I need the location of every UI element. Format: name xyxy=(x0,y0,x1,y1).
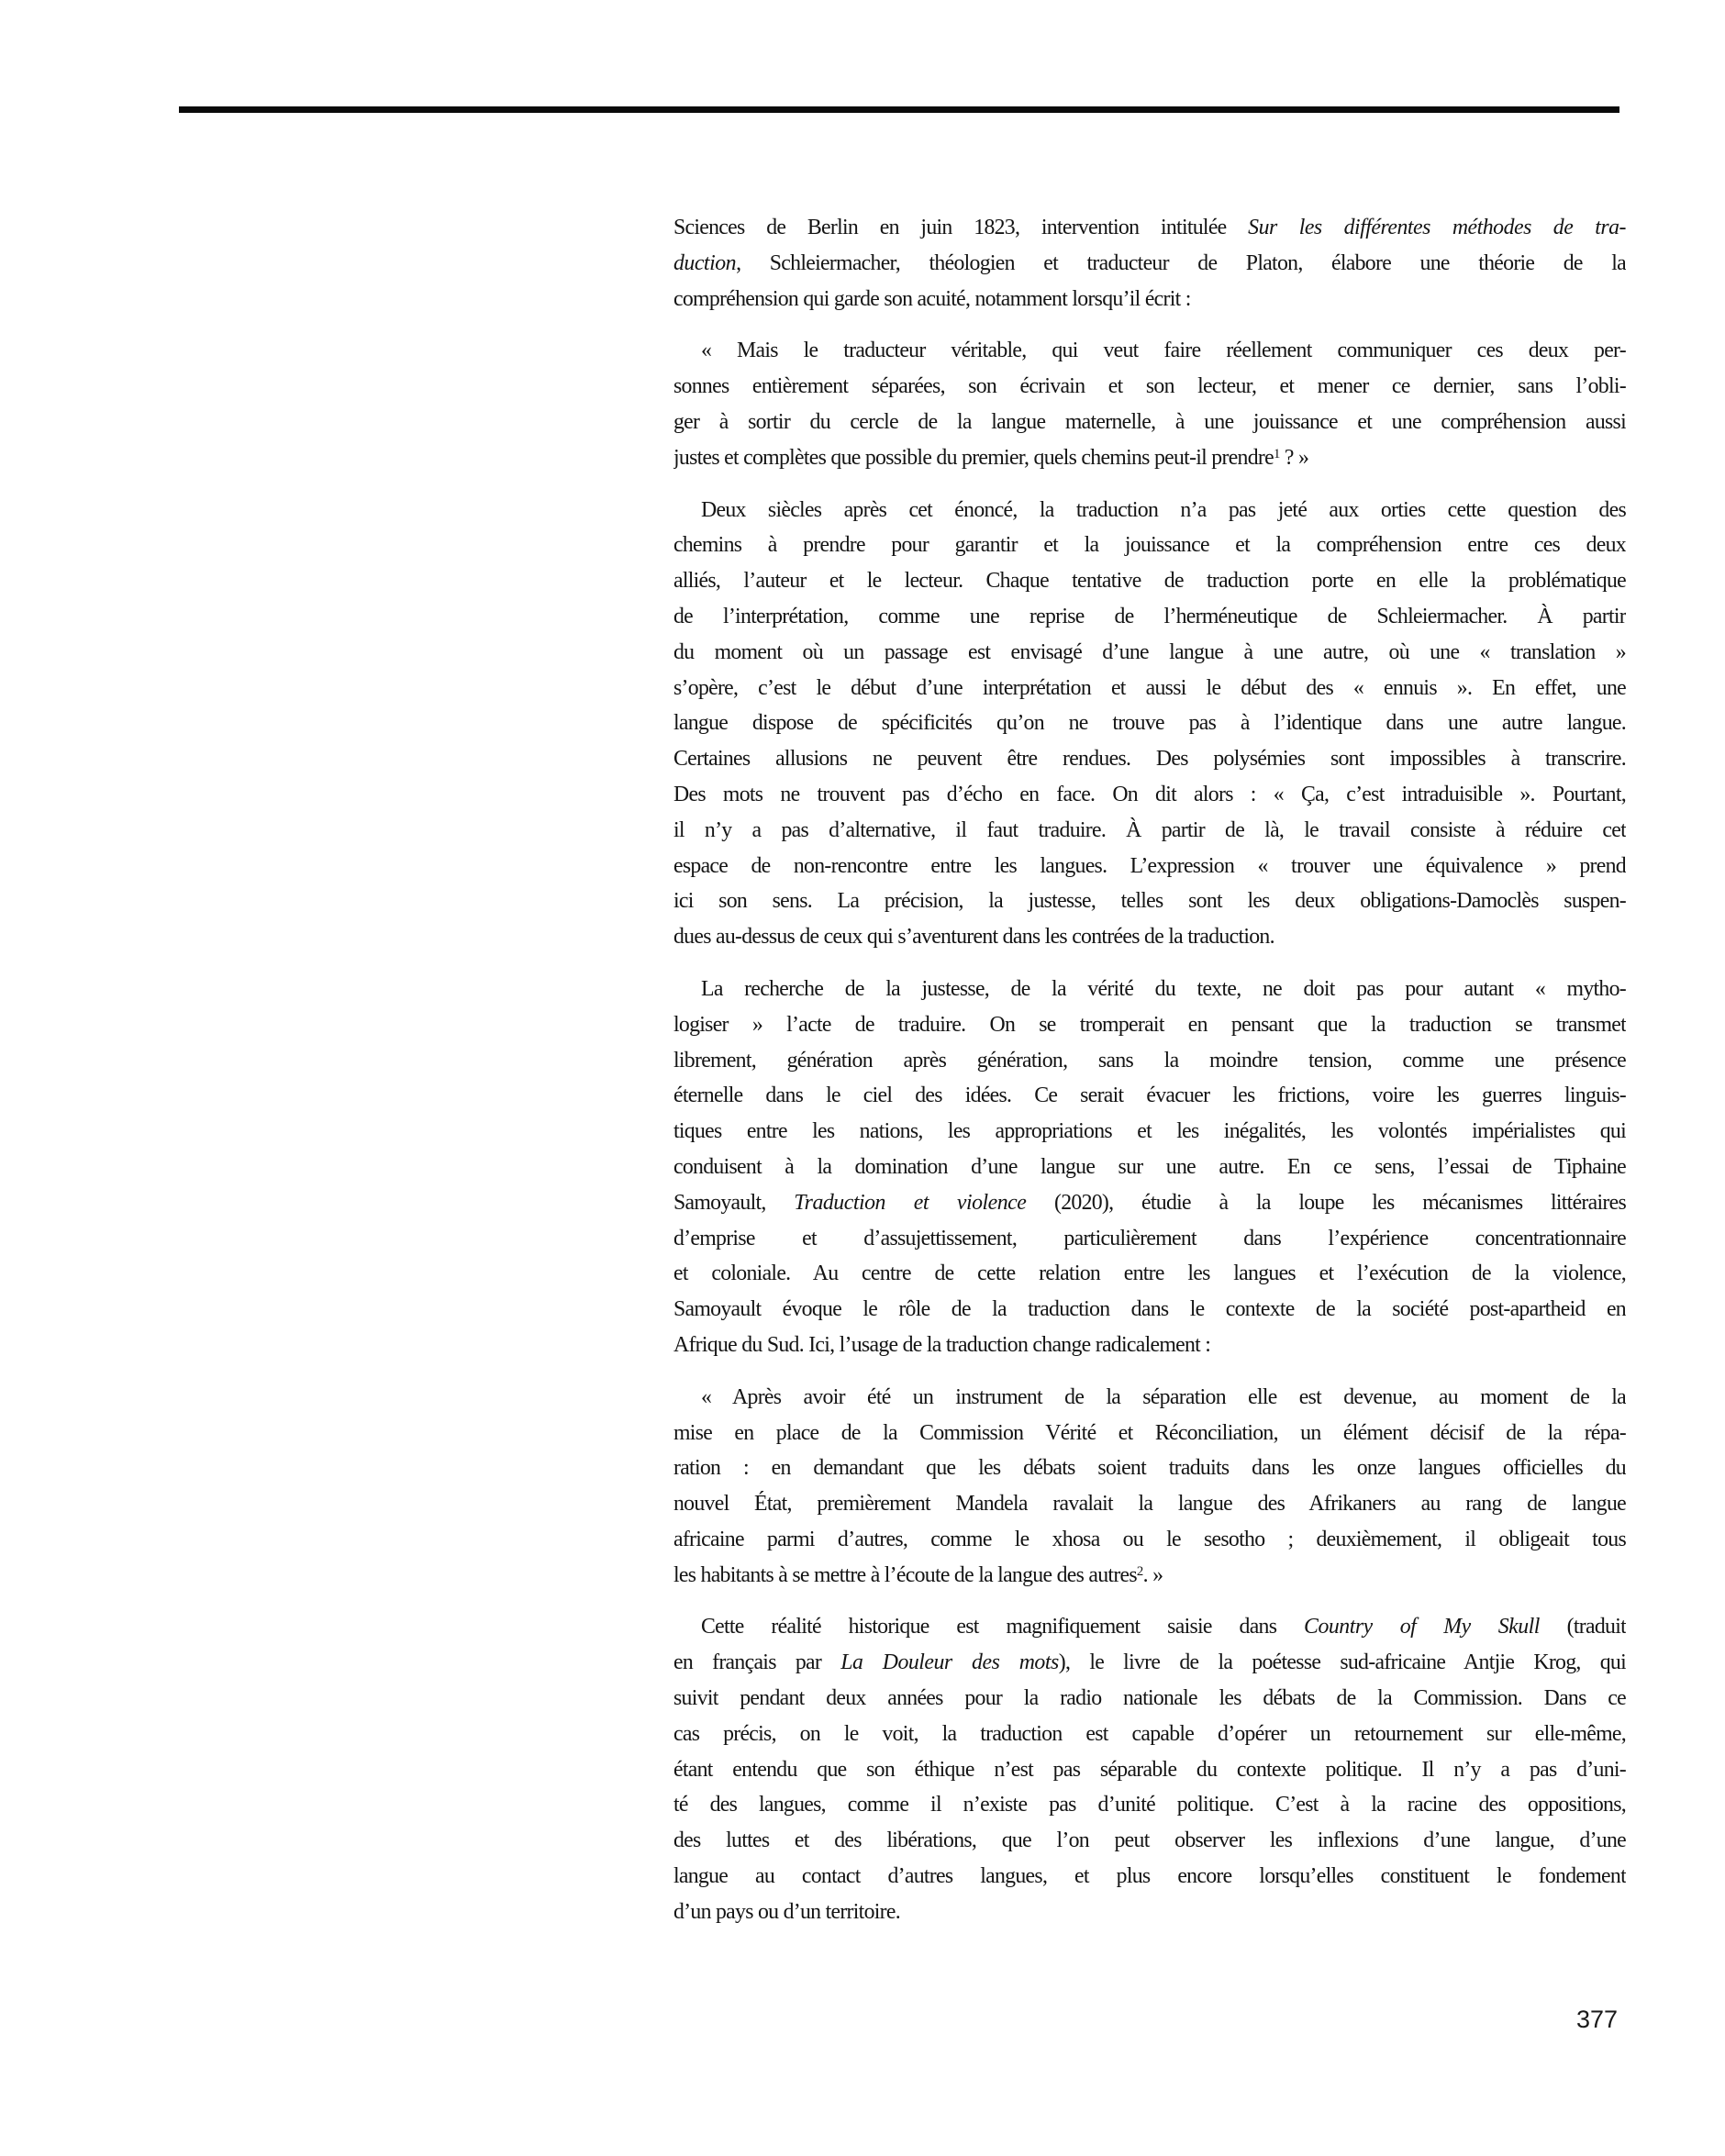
text-line: Samoyault évoque le rôle de la traduction dans le contexte de la société post-apartheid en xyxy=(673,1297,1626,1322)
page-number: 377 xyxy=(1575,2006,1618,2033)
text-line: Afrique du Sud. Ici, l’usage de la traduction change radicalement : xyxy=(673,1332,1211,1357)
text-line: d’emprise et d’assujettissement, particulièrement dans l’expérience concentrationnaire xyxy=(673,1226,1626,1250)
text-line: mise en place de la Commission Vérité et Réconciliation, un élément décisif de la répa- xyxy=(673,1420,1626,1445)
text-line: Samoyault, Traduction et violence (2020), étudie à la loupe les mécanismes littéraires xyxy=(673,1190,1626,1215)
text-line: ici son sens. La précision, la justesse, telles sont les deux obligations-Damoclès suspen- xyxy=(673,889,1626,914)
text-line: La recherche de la justesse, de la vérité du texte, ne doit pas pour autant « mytho- xyxy=(701,976,1626,1001)
text-line: s’opère, c’est le début d’une interprétation et aussi le début des « ennuis ». En effet, une xyxy=(673,675,1626,700)
text-line: « Après avoir été un instrument de la séparation elle est devenue, au moment de la xyxy=(701,1384,1626,1409)
text-line: suivit pendant deux années pour la radio nationale les débats de la Commission. Dans ce xyxy=(673,1686,1626,1711)
paragraph xyxy=(673,972,1626,1363)
text-line: chemins à prendre pour garantir et la jouissance et la compréhension entre ces deux xyxy=(673,533,1626,558)
text-line: il n’y a pas d’alternative, il faut traduire. À partir de là, le travail consiste à réduire cet xyxy=(673,817,1626,842)
text-line: Certaines allusions ne peuvent être rendues. Des polysémies sont impossibles à transcrire. xyxy=(673,747,1626,772)
text-line: ger à sortir du cercle de la langue maternelle, à une jouissance et une compréhension aussi xyxy=(673,409,1626,434)
text-line: logiser » l’acte de traduire. On se tromperait en pensant que la traduction se transmet xyxy=(673,1012,1626,1037)
text-line: Cette réalité historique est magnifiquement saisie dans Country of My Skull (traduit xyxy=(701,1615,1626,1639)
text-line: étant entendu que son éthique n’est pas séparable du contexte politique. Il n’y a pas d’uni- xyxy=(673,1757,1626,1782)
text-line: langue au contact d’autres langues, et plus encore lorsqu’elles constituent le fondement xyxy=(673,1864,1626,1889)
text-line: espace de non-rencontre entre les langues. L’expression « trouver une équivalence » prend xyxy=(673,853,1626,878)
text-line: « Mais le traducteur véritable, qui veut faire réellement communiquer ces deux per- xyxy=(701,339,1626,363)
text-line: sonnes entièrement séparées, son écrivain et son lecteur, et mener ce dernier, sans l’obli- xyxy=(673,374,1626,399)
text-line: Sciences de Berlin en juin 1823, intervention intitulée Sur les différentes méthodes de tra- xyxy=(673,216,1626,239)
block-quote xyxy=(673,1380,1626,1594)
text-line: duction, Schleiermacher, théologien et traducteur de Platon, élabore une théorie de la xyxy=(673,250,1626,275)
block-quote xyxy=(673,333,1626,475)
text-line: éternelle dans le ciel des idées. Ce serait évacuer les frictions, voire les guerres linguis- xyxy=(673,1084,1626,1108)
text-line: compréhension qui garde son acuité, notamment lorsqu’il écrit : xyxy=(673,286,1191,311)
text-line: d’un pays ou d’un territoire. xyxy=(673,1899,900,1924)
paragraph xyxy=(673,1609,1626,1929)
text-line: langue dispose de spécificités qu’on ne trouve pas à l’identique dans une autre langue. xyxy=(673,711,1626,736)
text-line: les habitants à se mettre à l’écoute de la langue des autres$^2$. » xyxy=(673,1562,1163,1587)
text-line: du moment où un passage est envisagé d’une langue à une autre, où une « translation » xyxy=(673,639,1626,664)
text-line: dues au-dessus de ceux qui s’aventurent dans les contrées de la traduction. xyxy=(673,925,1274,950)
paragraph xyxy=(673,210,1626,317)
text-line: conduisent à la domination d’une langue sur une autre. En ce sens, l’essai de Tiphaine xyxy=(673,1154,1626,1179)
text-column xyxy=(673,210,1626,1930)
text-line: des luttes et des libérations, que l’on peut observer les inflexions d’une langue, d’une xyxy=(673,1828,1626,1853)
paragraph xyxy=(673,493,1626,955)
text-line: cas précis, on le voit, la traduction est capable d’opérer un retournement sur elle-même, xyxy=(673,1721,1626,1746)
text-line: de l’interprétation, comme une reprise de l’herméneutique de Schleiermacher. À partir xyxy=(673,604,1626,628)
text-line: librement, génération après génération, sans la moindre tension, comme une présence xyxy=(673,1048,1626,1072)
text-line: té des langues, comme il n’existe pas d’unité politique. C’est à la racine des oppositions, xyxy=(673,1793,1626,1817)
text-line: Deux siècles après cet énoncé, la traduction n’a pas jeté aux orties cette question des xyxy=(701,497,1626,522)
text-line: tiques entre les nations, les appropriations et les inégalités, les volontés impérialistes qui xyxy=(673,1119,1626,1144)
text-line: Des mots ne trouvent pas d’écho en face. On dit alors : « Ça, c’est intraduisible ». Pourtant, xyxy=(673,782,1626,806)
text-line: en français par La Douleur des mots), le livre de la poétesse sud-africaine Antjie Krog, qui xyxy=(673,1650,1626,1675)
text-line: justes et complètes que possible du premier, quels chemins peut-il prendre$^1$ ? » xyxy=(673,445,1309,470)
text-line: alliés, l’auteur et le lecteur. Chaque tentative de traduction porte en elle la problématique xyxy=(673,569,1626,594)
text-line: nouvel État, premièrement Mandela ravalait la langue des Afrikaners au rang de langue xyxy=(673,1492,1626,1517)
text-line: ration : en demandant que les débats soient traduits dans les onze langues officielles du xyxy=(673,1456,1626,1481)
text-line: et coloniale. Au centre de cette relation entre les langues et l’exécution de la violence, xyxy=(673,1261,1626,1286)
text-line: africaine parmi d’autres, comme le xhosa ou le sesotho ; deuxièmement, il obligeait tous xyxy=(673,1527,1626,1551)
header-rule xyxy=(179,106,1619,113)
